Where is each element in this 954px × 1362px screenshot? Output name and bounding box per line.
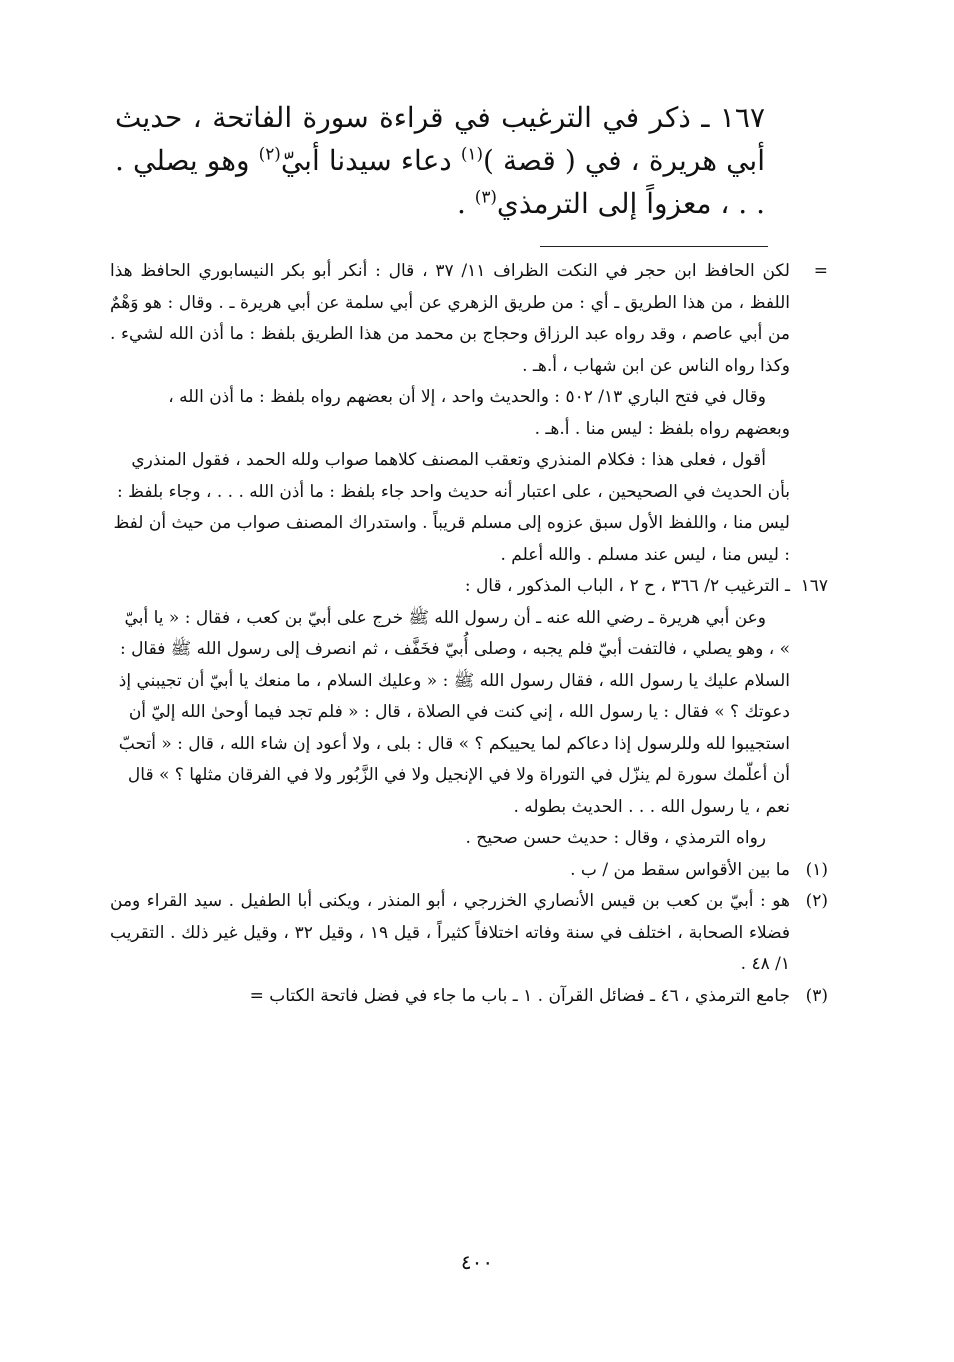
footnote-3 xyxy=(110,981,828,1013)
footnote-separator xyxy=(540,246,768,247)
note-paragraph: وقال في فتح الباري ١٣/ ٥٠٢ : والحديث واحد ، إلا أن بعضهم رواه بلفظ : ما أذن الله ، وبعضهم رواه بلفظ : ليس منا . أ.هـ . xyxy=(168,387,790,439)
main-text xyxy=(115,96,765,225)
note-paragraph: أقول ، فعلى هذا : فكلام المنذري وتعقب المصنف كلاهما صواب ولله الحمد ، فقول المنذري بأن الحديث في الصحيحين ، على اعتبار أنه حديث واحد جاء بلفظ : ما أذن الله . . . ، وجاء بلفظ : ليس منا ، واللفظ الأول سبق عزوه إلى مسلم قريباً . واستدراك المصنف صواب من حيث أن لفظ : ليس منا ، ليس عند مسلم . والله أعلم . xyxy=(113,450,790,565)
main-text-segment: ١٦٧ ـ ذكر في الترغيب في قراءة سورة الفاتحة ، حديث أبي xyxy=(115,101,765,177)
page-number: ٤٠٠ xyxy=(460,1250,494,1274)
footnotes-area xyxy=(110,256,828,1012)
note-item-167 xyxy=(110,571,828,603)
footnote-marker: (٣) xyxy=(805,985,828,1006)
footnote-text: ما بين الأقواس سقط من / ب . xyxy=(570,859,790,880)
continued-note xyxy=(110,256,828,382)
footnote-text: جامع الترمذي ، ٤٦ ـ فضائل القرآن . ١ ـ باب ما جاء في فضل فاتحة الكتاب = xyxy=(249,985,790,1006)
footnote-ref: (٣) xyxy=(474,186,497,207)
main-text-segment: وهو يصلي . . . ، معزواً xyxy=(115,144,765,220)
note-paragraph: لكن الحافظ ابن حجر في النكت الظراف ١١/ ٣٧ ، قال : أنكر أبو بكر النيسابوري الحافظ هذا اللفظ ، من هذا الطريق ـ أي : من طريق الزهري عن أبي سلمة عن أبي هريرة ـ . وقال : هو وَهْمٌ من أبي عاصم ، وقد رواه عبد الرزاق وحجاج بن محمد من هذا الطريق بلفظ : ما أذن الله لشيء . وكذا رواه الناس عن ابن شهاب ، أ.هـ . xyxy=(110,261,790,376)
main-text-segment: إلى الترمذي xyxy=(496,187,638,220)
footnote-2 xyxy=(110,886,828,981)
continuation-marker: = xyxy=(813,261,828,281)
footnote-text: هو : أبيّ بن كعب بن قيس الأنصاري الخزرجي ، أبو المنذر ، ويكنى أبا الطفيل . سيد القراء ومن فضلاء الصحابة ، اختلف في سنة وفاته اختلافاً كثيراً ، قيل ١٩ ، وقيل ٣٢ ، وقيل غير ذلك . التقريب ١/ ٤٨ . xyxy=(110,891,790,974)
note-paragraph: ـ الترغيب ٢/ ٣٦٦ ، ح ٢ ، الباب المذكور ، قال : xyxy=(464,576,790,596)
footnote-marker: (٢) xyxy=(805,891,828,911)
main-text-segment: . xyxy=(456,187,475,220)
footnote-1 xyxy=(110,855,828,887)
note-paragraph: رواه الترمذي ، وقال : حديث حسن صحيح . xyxy=(465,828,766,848)
main-text-segment: هريرة ، في ( قصة ) xyxy=(483,144,717,177)
hadith-text: وعن أبي هريرة ـ رضي الله عنه ـ أن رسول الله ﷺ خرج على أبيّ بن كعب ، فقال : « يا أبيّ » ، وهو يصلي ، فالتفت أبيّ فلم يجبه ، وصلى أُبيّ فخَفَّف ، ثم انصرف إلى رسول الله ﷺ فقال : السلام عليك يا رسول الله ، فقال رسول الله ﷺ : « وعليك السلام ، ما منعك يا أبيّ أن تجيبني إذ دعوتك ؟ » فقال : يا رسول الله ، إني كنت في الصلاة ، قال : « فلم تجد فيما أوحىٰ الله إليّ أن استجيبوا لله وللرسول إذا دعاكم لما يحييكم ؟ » قال : بلى ، ولا أعود إن شاء الله ، قال : « أتحبّ أن أعلّمك سورة لم ينزّل في التوراة ولا في الإنجيل ولا في الزَّبُور ولا في الفرقان مثلها ؟ » قال نعم ، يا رسول الله . . . الحديث بطوله . xyxy=(118,607,790,817)
note-marker: ١٦٧ xyxy=(800,576,828,596)
footnote-ref: (١) xyxy=(460,143,483,164)
main-paragraph xyxy=(115,96,765,225)
footnote-marker: (١) xyxy=(805,859,828,880)
footnote-ref: (٢) xyxy=(258,143,281,164)
main-text-segment: دعاء سيدنا أبيّ xyxy=(280,144,452,177)
